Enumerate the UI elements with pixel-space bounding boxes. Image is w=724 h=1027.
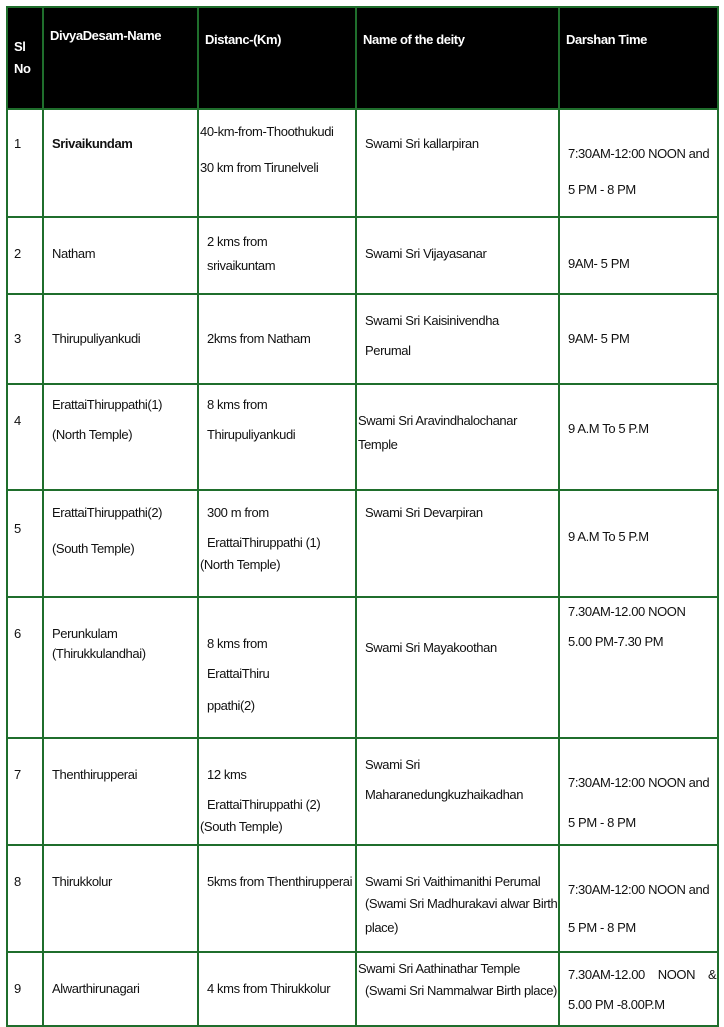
cell-name: Thirupuliyankudi	[43, 294, 198, 384]
cell-time: 9 A.M To 5 P.M	[559, 490, 718, 597]
cell-time: 7.30AM-12.00 NOON & 5.00 PM -8.00P.M	[559, 952, 718, 1026]
table-row	[7, 952, 718, 1026]
cell-deity: Swami Sri Devarpiran	[356, 490, 559, 597]
header-deity-name: Name of the deity	[356, 7, 559, 109]
cell-distance: 12 kms ErattaiThiruppathi (2) (South Temple)	[198, 738, 356, 845]
cell-time: 7:30AM-12:00 NOON and 5 PM - 8 PM	[559, 738, 718, 845]
cell-time: 7:30AM-12:00 NOON and 5 PM - 8 PM	[559, 109, 718, 217]
divya-desam-table	[6, 6, 719, 1027]
cell-deity: Swami Sri Vaithimanithi Perumal (Swami Sri Madhurakavi alwar Birth place)	[356, 845, 559, 952]
cell-name: Thenthirupperai	[43, 738, 198, 845]
header-divyadesam-name: DivyaDesam-Name	[43, 7, 198, 109]
cell-name: ErattaiThiruppathi(2) (South Temple)	[43, 490, 198, 597]
cell-time: 7.30AM-12.00 NOON 5.00 PM-7.30 PM	[559, 597, 718, 738]
cell-name: Alwarthirunagari	[43, 952, 198, 1026]
cell-deity: Swami Sri kallarpiran	[356, 109, 559, 217]
cell-time: 7:30AM-12:00 NOON and 5 PM - 8 PM	[559, 845, 718, 952]
cell-sl: 8	[7, 845, 43, 952]
cell-deity: Swami Sri Mayakoothan	[356, 597, 559, 738]
cell-deity: Swami Sri Maharanedungkuzhaikadhan	[356, 738, 559, 845]
cell-name: Natham	[43, 217, 198, 294]
cell-sl: 6	[7, 597, 43, 738]
cell-sl: 4	[7, 384, 43, 490]
cell-sl: 1	[7, 109, 43, 217]
cell-distance: 5kms from Thenthirupperai	[198, 845, 356, 952]
cell-sl: 2	[7, 217, 43, 294]
cell-name: Thirukkolur	[43, 845, 198, 952]
table-row	[7, 738, 718, 845]
cell-time: 9AM- 5 PM	[559, 294, 718, 384]
cell-name: ErattaiThiruppathi(1) (North Temple)	[43, 384, 198, 490]
cell-deity: Swami Sri Kaisinivendha Perumal	[356, 294, 559, 384]
cell-distance: 8 kms from ErattaiThiru ppathi(2)	[198, 597, 356, 738]
header-sl-no: Sl No	[7, 7, 43, 109]
cell-distance: 8 kms from Thirupuliyankudi	[198, 384, 356, 490]
table-row	[7, 597, 718, 738]
cell-sl: 3	[7, 294, 43, 384]
cell-sl: 9	[7, 952, 43, 1026]
cell-deity: Swami Sri Aravindhalochanar Temple	[356, 384, 559, 490]
table-row	[7, 294, 718, 384]
cell-name: Srivaikundam	[43, 109, 198, 217]
table-row	[7, 845, 718, 952]
cell-name: Perunkulam (Thirukkulandhai)	[43, 597, 198, 738]
cell-sl: 5	[7, 490, 43, 597]
table-header-row	[7, 7, 718, 109]
cell-distance: 4 kms from Thirukkolur	[198, 952, 356, 1026]
cell-distance: 40-km-from-Thoothukudi 30 km from Tirunelveli	[198, 109, 356, 217]
table-row	[7, 217, 718, 294]
cell-sl: 7	[7, 738, 43, 845]
table-row	[7, 490, 718, 597]
cell-distance: 2kms from Natham	[198, 294, 356, 384]
header-distance: Distanc-(Km)	[198, 7, 356, 109]
cell-time: 9AM- 5 PM	[559, 217, 718, 294]
cell-distance: 300 m from ErattaiThiruppathi (1) (North Temple)	[198, 490, 356, 597]
table-row	[7, 384, 718, 490]
cell-time: 9 A.M To 5 P.M	[559, 384, 718, 490]
cell-deity: Swami Sri Vijayasanar	[356, 217, 559, 294]
cell-deity: Swami Sri Aathinathar Temple (Swami Sri Nammalwar Birth place)	[356, 952, 559, 1026]
cell-distance: 2 kms from srivaikuntam	[198, 217, 356, 294]
table-row	[7, 109, 718, 217]
header-darshan-time: Darshan Time	[559, 7, 718, 109]
